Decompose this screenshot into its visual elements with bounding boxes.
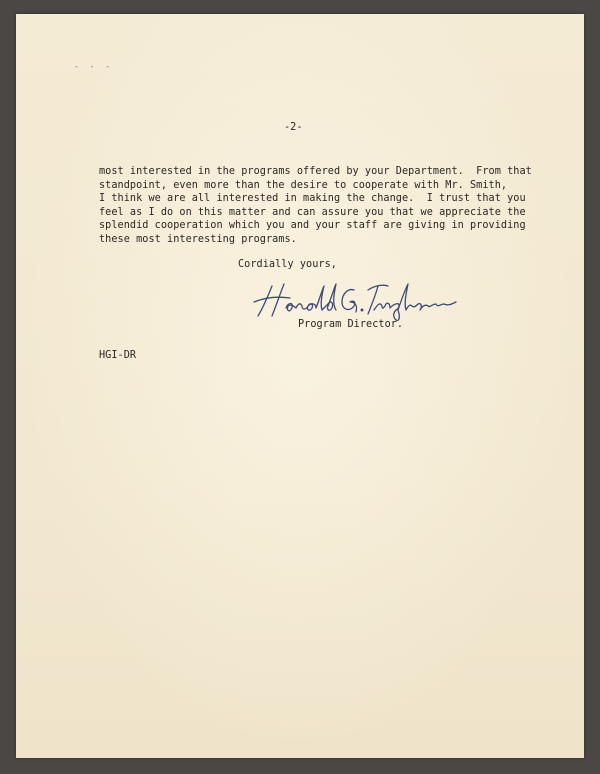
stray-marks: - - - [74, 62, 114, 71]
closing: Cordially yours, [238, 259, 337, 270]
body-line: I think we are all interested in making the change. I trust that you [99, 193, 526, 204]
body-line: standpoint, even more than the desire to cooperate with Mr. Smith, [99, 179, 508, 191]
letter-body [99, 165, 532, 246]
body-line: these most interesting programs. [99, 233, 297, 245]
body-line: feel as I do on this matter and can assure you that we appreciate the [99, 206, 526, 218]
page-number: -2- [284, 122, 303, 133]
sender-title: Program Director. [298, 319, 404, 330]
body-line: most interested in the programs offered by your Department. From that [99, 166, 532, 177]
body-line: splendid cooperation which you and your staff are giving in providing [99, 220, 526, 231]
letter-page [16, 14, 584, 758]
reference-initials: HGI-DR [99, 350, 137, 361]
